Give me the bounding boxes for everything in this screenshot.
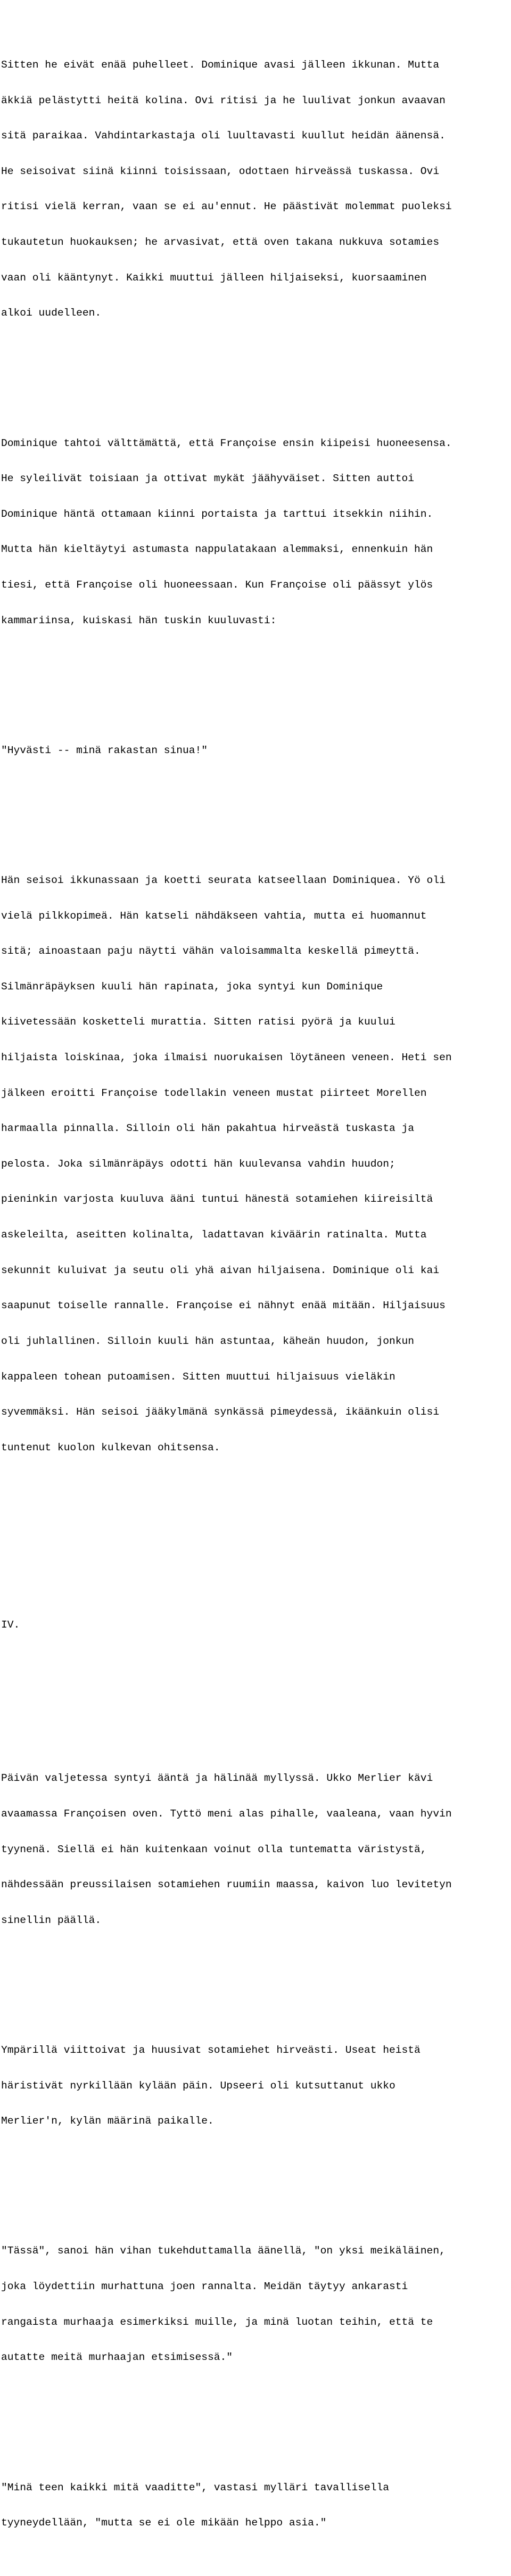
paragraph-gap <box>1 366 511 378</box>
chapter-gap <box>1 1572 511 1583</box>
paragraph-gap <box>1 1974 511 1985</box>
text-line: joka löydettiin murhattuna joen rannalta. Meidän täytyy ankarasti <box>1 2281 408 2293</box>
text-line: sinellin päällä. <box>1 1914 102 1926</box>
text-line: rangaista murhaaja esimerkiksi muille, ja minä luotan teihin, että te <box>1 2316 433 2328</box>
text-line: syvemmäksi. Hän seisoi jääkylmänä synkässä pimeydessä, ikäänkuin olisi <box>1 1406 440 1418</box>
text-line: vaan oli kääntynyt. Kaikki muuttui jälleen hiljaiseksi, kuorsaaminen <box>1 271 427 284</box>
text-line: nähdessään preussilaisen sotamiehen ruumiin maassa, kaivon luo levitetyn <box>1 1879 452 1891</box>
text-line: Ympärillä viittoivat ja huusivat sotamiehet hirveästi. Useat heistä <box>1 2044 421 2057</box>
text-line: Dominique häntä ottamaan kiinni portaista ja tarttui itsekkin niihin. <box>1 508 433 520</box>
text-line: jälkeen eroitti Françoise todellakin veneen mustat piirteet Morellen <box>1 1087 427 1099</box>
text-line: Sitten he eivät enää puhelleet. Dominique avasi jälleen ikkunan. Mutta <box>1 59 440 71</box>
chapter-heading: IV. <box>1 1619 20 1631</box>
text-line: pelosta. Joka silmänräpäys odotti hän kuulevansa vahdin huudon; <box>1 1158 395 1170</box>
text-line: tuntenut kuolon kulkevan ohitsensa. <box>1 1441 220 1454</box>
text-line: autatte meitä murhaajan etsimisessä." <box>1 2351 233 2364</box>
text-line: oli juhlallinen. Silloin kuuli hän astuntaa, käheän huudon, jonkun <box>1 1335 415 1347</box>
text-line: Merlier'n, kylän määrinä paikalle. <box>1 2115 214 2127</box>
text-line: kammariinsa, kuiskasi hän tuskin kuuluvasti: <box>1 614 277 626</box>
text-line: askeleilta, aseitten kolinalta, ladattavan kiväärin ratinalta. Mutta <box>1 1229 427 1241</box>
paragraph <box>1 2021 511 2151</box>
paragraph <box>1 721 511 780</box>
paragraph-gap <box>1 2410 511 2422</box>
document-body <box>1 0 511 2576</box>
text-line: sitä paraikaa. Vahdintarkastaja oli luultavasti kuullut heidän äänensä. <box>1 130 446 142</box>
text-line: alkoi uudelleen. <box>1 307 102 319</box>
text-line: Dominique tahtoi välttämättä, että Françoise ensin kiipeisi huoneesensa. <box>1 437 452 449</box>
chapter-gap <box>1 1666 511 1678</box>
text-line: kiivetessään kosketteli murattia. Sitten ratisi pyörä ja kuului <box>1 1016 395 1028</box>
text-line: Silmänräpäyksen kuuli hän rapinata, joka syntyi kun Dominique <box>1 980 383 993</box>
text-line: Hän seisoi ikkunassaan ja koetti seurata katseellaan Dominiquea. Yö oli <box>1 874 446 886</box>
paragraph-gap <box>1 674 511 686</box>
paragraph <box>1 2458 511 2553</box>
text-line: kappaleen tohean putoamisen. Sitten muuttui hiljaisuus vieläkin <box>1 1370 395 1383</box>
text-line: "Minä teen kaikki mitä vaaditte", vastasi mylläri tavallisella <box>1 2481 390 2494</box>
paragraph <box>1 414 511 650</box>
text-line: "Hyvästi -- minä rakastan sinua!" <box>1 744 208 756</box>
paragraph-gap <box>1 804 511 815</box>
text-line: Päivän valjetessa syntyi ääntä ja hälinää myllyssä. Ukko Merlier kävi <box>1 1772 433 1785</box>
chapter-gap <box>1 1702 511 1713</box>
text-line: tukautetun huokauksen; he arvasivat, että oven takana nukkuva sotamies <box>1 236 440 249</box>
text-line: tiesi, että Françoise oli huoneessaan. Kun Françoise oli päässyt ylös <box>1 579 433 591</box>
text-line: "Tässä", sanoi hän vihan tukehduttamalla äänellä, "on yksi meikäläinen, <box>1 2245 446 2257</box>
text-line: ritisi vielä kerran, vaan se ei au'ennut. He päästivät molemmat puoleksi <box>1 201 452 213</box>
text-line: vielä pilkkopimeä. Hän katseli nähdäkseen vahtia, mutta ei huomannut <box>1 910 427 922</box>
paragraph <box>1 36 511 343</box>
text-line: hiljaista loiskinaa, joka ilmaisi nuorukaisen löytäneen veneen. Heti sen <box>1 1052 452 1064</box>
paragraph <box>1 1749 511 1950</box>
text-line: He seisoivat siinä kiinni toisissaan, odottaen hirveässä tuskassa. Ovi <box>1 165 440 177</box>
text-line: saapunut toiselle rannalle. Françoise ei nähnyt enää mitään. Hiljaisuus <box>1 1300 446 1312</box>
text-line: sitä; ainoastaan paju näytti vähän valoisammalta keskellä pimeyttä. <box>1 945 421 957</box>
text-line: Mutta hän kieltäytyi astumasta nappulatakaan alemmaksi, ennenkuin hän <box>1 543 433 556</box>
paragraph <box>1 851 511 1477</box>
text-line: tyynenä. Siellä ei hän kuitenkaan voinut olla tuntematta väristystä, <box>1 1843 427 1855</box>
text-line: häristivät nyrkillään kylään päin. Upseeri oli kutsuttanut ukko <box>1 2079 395 2092</box>
text-line: harmaalla pinnalla. Silloin oli hän pakahtua hirveästä tuskasta ja <box>1 1122 415 1135</box>
text-line: sekunnit kuluivat ja seutu oli yhä aivan hiljaisena. Dominique oli kai <box>1 1264 440 1276</box>
text-line: tyyneydellään, "mutta se ei ole mikään helppo asia." <box>1 2517 327 2529</box>
text-line: äkkiä pelästytti heitä kolina. Ovi ritisi ja he luulivat jonkun avaavan <box>1 94 446 106</box>
text-line: avaamassa Françoisen oven. Tyttö meni alas pihalle, vaaleana, vaan hyvin <box>1 1807 452 1820</box>
chapter-gap <box>1 1513 511 1548</box>
paragraph <box>1 2222 511 2387</box>
paragraph-gap <box>1 2174 511 2186</box>
text-line: He syleilivät toisiaan ja ottivat mykät jäähyväiset. Sitten auttoi <box>1 473 415 485</box>
text-line: pieninkin varjosta kuuluva ääni tuntui hänestä sotamiehen kiireisiltä <box>1 1193 433 1206</box>
